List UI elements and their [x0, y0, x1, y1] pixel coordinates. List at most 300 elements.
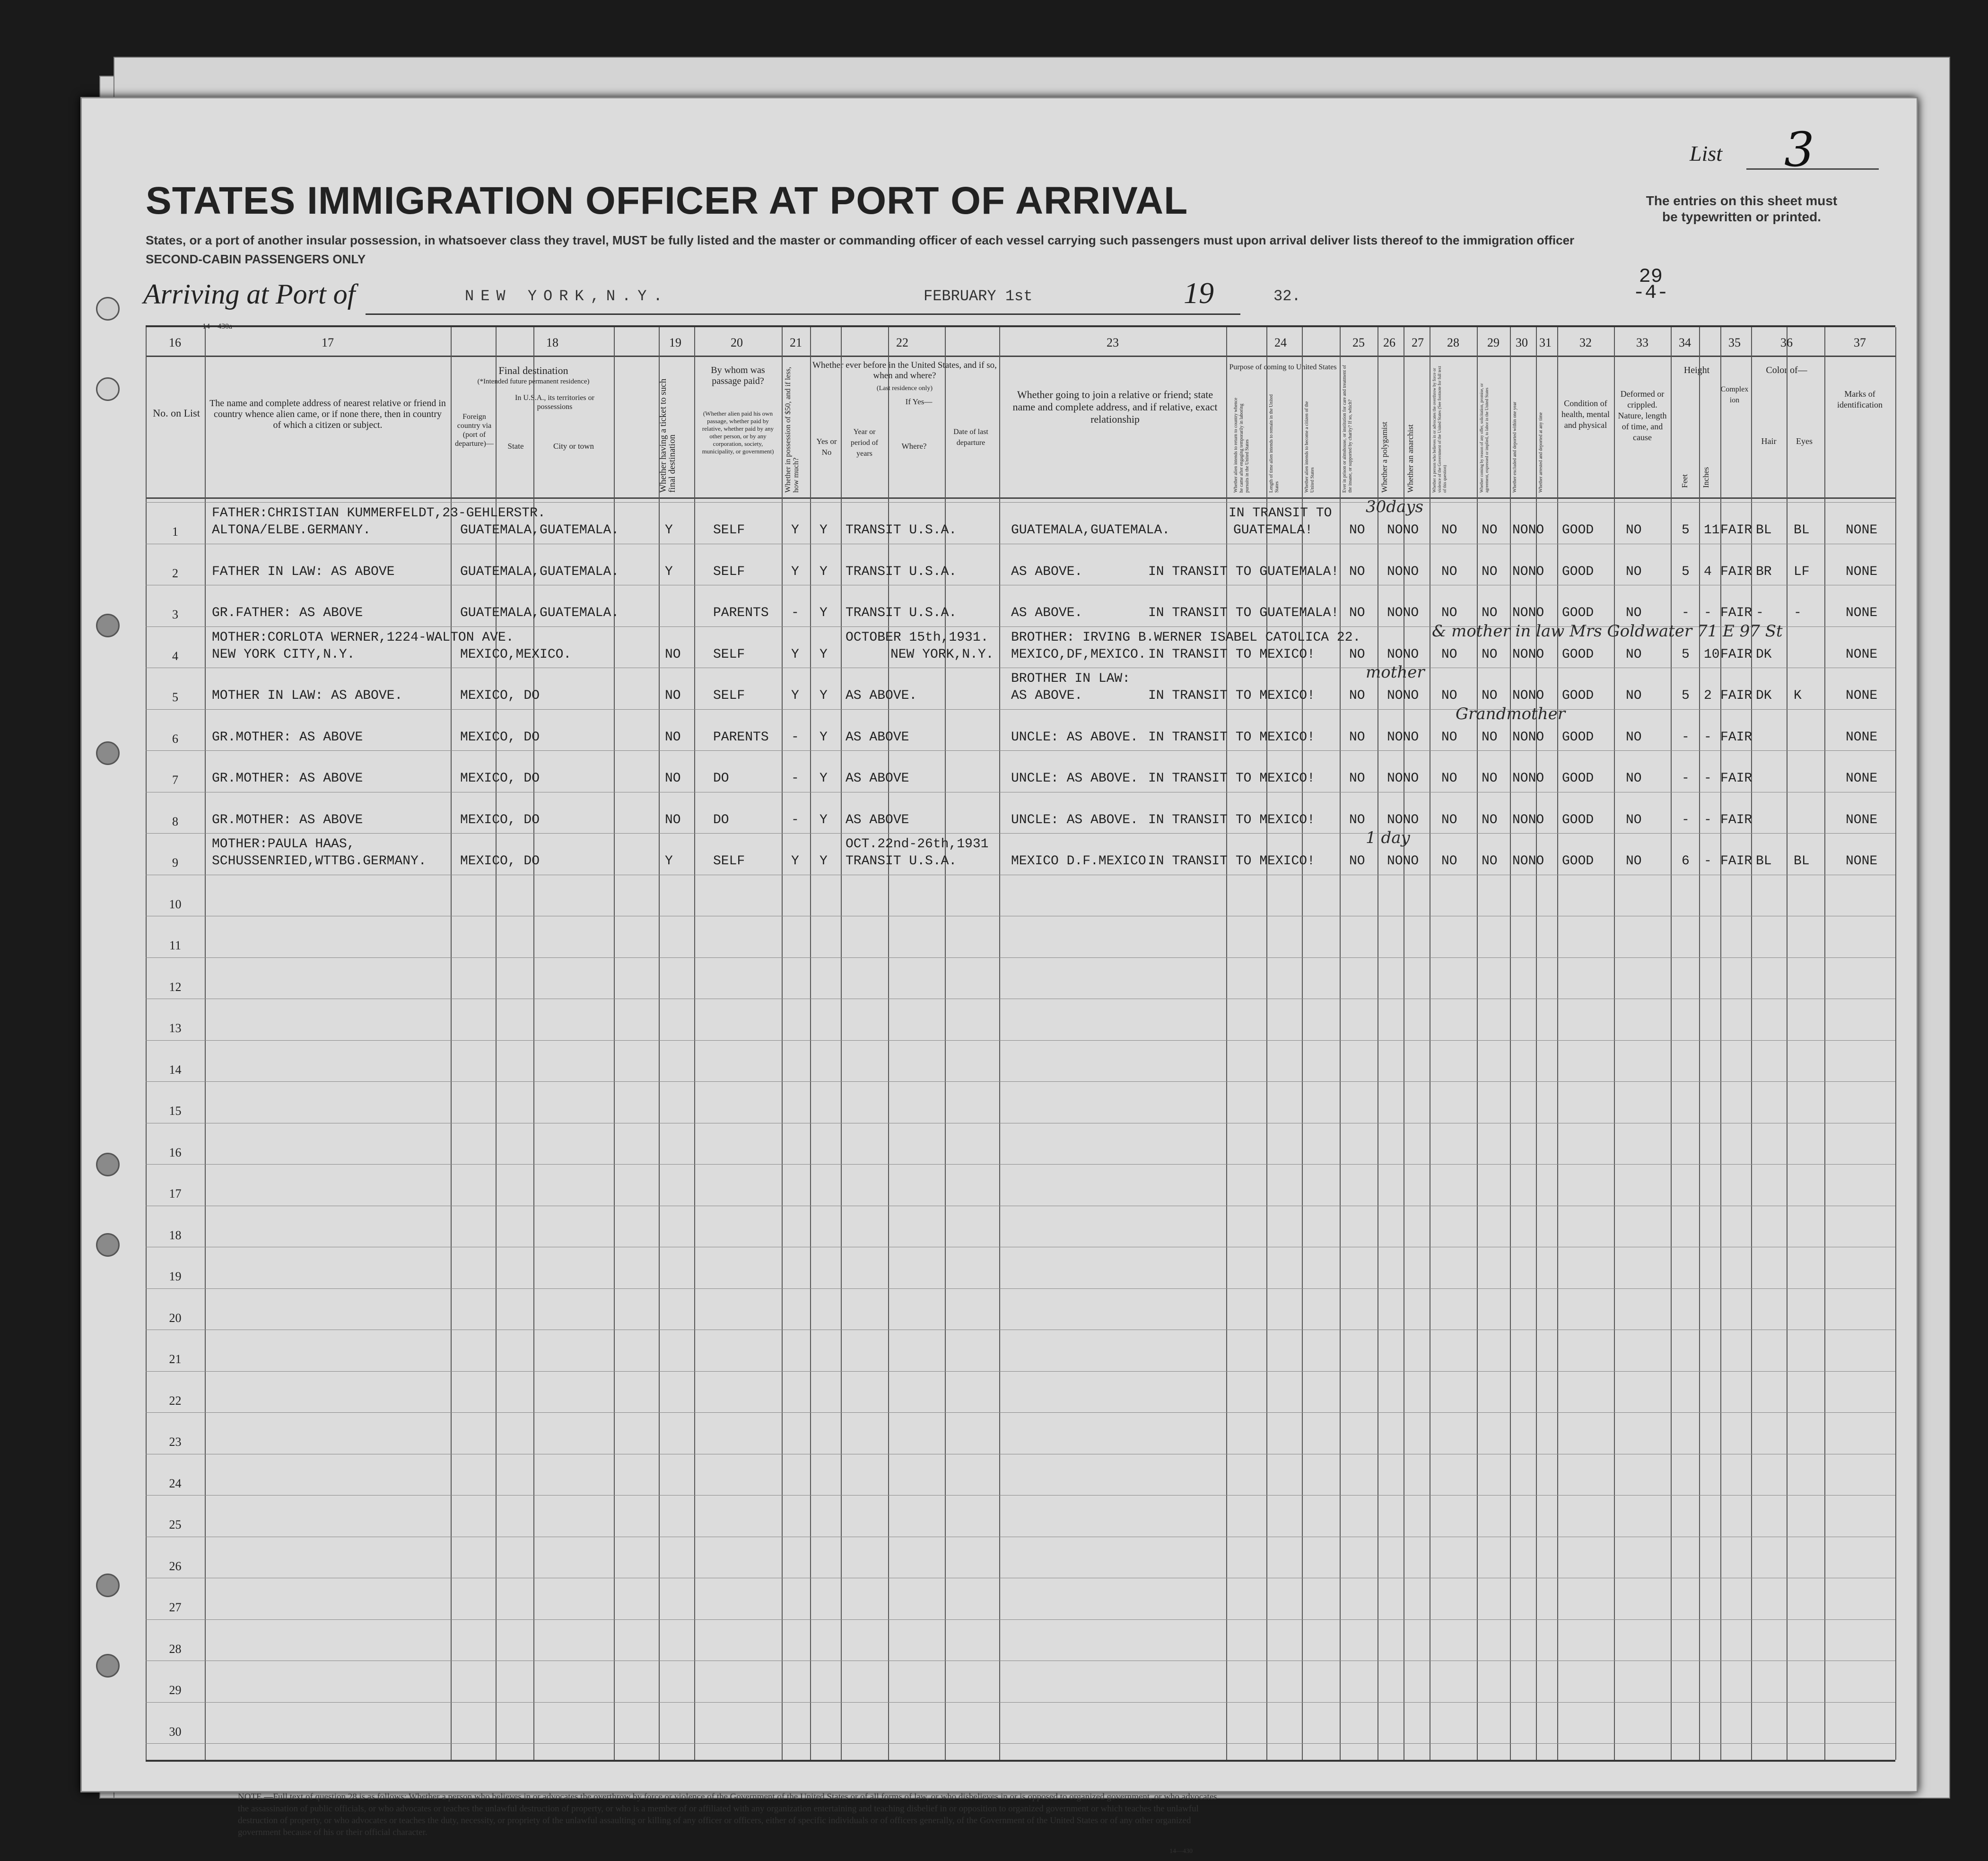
header-c27: Whether an anarchist — [1406, 424, 1415, 493]
header-c28: Whether a person who believes in or advocates the overthrow by force or violence of the Government of the United States (See footnote for full text of this question) — [1432, 366, 1447, 493]
column-rule — [1266, 327, 1267, 1760]
ticket-value: NO — [665, 812, 681, 827]
height-feet: 5 — [1682, 647, 1690, 662]
relative-address: GR.MOTHER: AS ABOVE — [212, 771, 363, 786]
column-rule — [659, 327, 660, 1760]
port-value: NEW YORK,N.Y. — [465, 287, 669, 305]
header-rule-1 — [146, 356, 1895, 357]
column-rule — [1614, 327, 1615, 1760]
header-c19: Whether having a ticket to such final destination — [658, 378, 677, 493]
prison-value: NO — [1349, 523, 1365, 538]
column-rule — [888, 327, 889, 1760]
identification-marks: NONE — [1846, 854, 1878, 869]
identification-marks: NONE — [1846, 606, 1878, 620]
health-value: GOOD — [1562, 647, 1594, 662]
row-rule — [146, 1412, 1895, 1413]
header-c16: No. on List — [153, 407, 200, 419]
header-c20: By whom was passage paid? — [711, 365, 765, 386]
joining-relative-line2: AS ABOVE. — [1011, 688, 1083, 703]
final-destination: MEXICO, DO — [460, 688, 540, 703]
hair-color: DK — [1756, 647, 1772, 662]
column-rule — [945, 327, 946, 1760]
ticket-value: Y — [665, 523, 673, 538]
column-number: 19 — [669, 336, 681, 349]
been-before-value: Y — [820, 812, 828, 827]
relative-address-line2: SCHUSSENRIED,WTTBG.GERMANY. — [212, 854, 427, 869]
row-number: 19 — [169, 1270, 182, 1283]
money-value: Y — [791, 523, 799, 538]
identification-marks: NONE — [1846, 564, 1878, 579]
been-before-value: Y — [820, 606, 828, 620]
row-number: 7 — [172, 773, 178, 787]
row-number: 29 — [169, 1683, 182, 1697]
money-value: - — [791, 771, 799, 786]
previous-period: AS ABOVE. — [846, 688, 917, 703]
column-rule — [1895, 327, 1896, 1760]
deported-value: NONO — [1512, 854, 1544, 869]
row-number: 8 — [172, 814, 178, 828]
header-c21: Whether in possession of $50, and if less, how much? — [784, 366, 800, 493]
final-destination: MEXICO, DO — [460, 854, 540, 869]
health-value: GOOD — [1562, 606, 1594, 620]
prison-value: NO — [1349, 688, 1365, 703]
height-inches: - — [1704, 771, 1712, 786]
deported-value: NONO — [1512, 812, 1544, 827]
column-number: 32 — [1579, 336, 1592, 349]
column-number: 37 — [1854, 336, 1866, 349]
page-stamp — [1633, 265, 1669, 304]
column-rule — [999, 327, 1000, 1760]
handwritten-annotation: mother — [1366, 663, 1425, 682]
header-c22-sub: (Last residence only) — [876, 385, 933, 392]
column-number: 33 — [1636, 336, 1648, 349]
row-number: 30 — [169, 1724, 182, 1739]
class-note: SECOND-CABIN PASSENGERS ONLY — [146, 252, 366, 266]
hair-color: BR — [1756, 564, 1772, 579]
punch-hole — [96, 614, 120, 637]
row-number: 21 — [169, 1352, 182, 1366]
q28-value: NO — [1441, 647, 1457, 662]
identification-marks: NONE — [1846, 730, 1878, 745]
q28-value: NO — [1441, 523, 1457, 538]
prison-value: NO — [1349, 564, 1365, 579]
column-rule — [1477, 327, 1478, 1760]
relative-address-line2: NEW YORK CITY,N.Y. — [212, 647, 355, 662]
row-number: 15 — [169, 1104, 182, 1118]
relative-address: FATHER:CHRISTIAN KUMMERFELDT,23-GEHLERSTR. — [212, 506, 546, 521]
port-underline — [366, 313, 862, 315]
joining-relative: AS ABOVE. — [1011, 564, 1083, 579]
been-before-value: Y — [820, 647, 828, 662]
height-inches: - — [1704, 854, 1712, 869]
prison-value: NO — [1349, 606, 1365, 620]
prison-value: NO — [1349, 730, 1365, 745]
form-title: STATES IMMIGRATION OFFICER AT PORT OF ARRIVAL — [146, 179, 1188, 222]
money-value: - — [791, 606, 799, 620]
column-rule — [1302, 327, 1303, 1760]
column-number: 29 — [1487, 336, 1500, 349]
q28-value: NO — [1441, 730, 1457, 745]
purpose-of-coming: IN TRANSIT TO MEXICO! — [1148, 647, 1315, 662]
purpose-of-coming: IN TRANSIT TO — [1229, 506, 1332, 521]
previous-period: OCT.22nd-26th,1931 — [846, 837, 989, 852]
punch-hole — [96, 741, 120, 765]
column-number: 17 — [322, 336, 334, 349]
previous-period-line2: TRANSIT U.S.A. — [846, 854, 957, 869]
joining-relative: UNCLE: AS ABOVE. — [1011, 771, 1138, 786]
row-number: 16 — [169, 1145, 182, 1159]
deported-value: NONO — [1512, 564, 1544, 579]
complexion-value: FAIR — [1720, 647, 1753, 662]
purpose-of-coming: IN TRANSIT TO GUATEMALA! — [1148, 606, 1339, 620]
q29-value: NO — [1482, 771, 1498, 786]
header-c37: Marks of identification — [1837, 389, 1883, 409]
list-number: 3 — [1784, 122, 1814, 177]
height-inches: 10 — [1704, 647, 1720, 662]
row-rule — [146, 833, 1895, 834]
ticket-value: Y — [665, 854, 673, 869]
health-value: GOOD — [1562, 523, 1594, 538]
eye-color: BL — [1794, 523, 1810, 538]
prison-value: NO — [1349, 771, 1365, 786]
health-value: GOOD — [1562, 688, 1594, 703]
polygamist-anarchist-value: NONO — [1387, 564, 1419, 579]
row-number: 2 — [172, 566, 178, 580]
header-c23: Whether going to join a relative or friend; state name and complete address, and if relative, exact relationship — [1012, 389, 1218, 425]
deported-value: NONO — [1512, 730, 1544, 745]
row-rule — [146, 1288, 1895, 1289]
row-number: 24 — [169, 1476, 182, 1490]
ticket-value: Y — [665, 564, 673, 579]
q29-value: NO — [1482, 730, 1498, 745]
row-rule — [146, 1495, 1895, 1496]
deformed-value: NO — [1626, 688, 1642, 703]
passage-paid-by: SELF — [713, 564, 745, 579]
identification-marks: NONE — [1846, 647, 1878, 662]
health-value: GOOD — [1562, 854, 1594, 869]
stamp-bottom: -4- — [1633, 281, 1669, 304]
punch-hole — [96, 377, 120, 401]
final-destination: GUATEMALA,GUATEMALA. — [460, 523, 619, 538]
relative-address: GR.MOTHER: AS ABOVE — [212, 730, 363, 745]
column-rule — [1671, 327, 1672, 1760]
deformed-value: NO — [1626, 606, 1642, 620]
row-rule — [146, 1702, 1895, 1703]
q29-value: NO — [1482, 606, 1498, 620]
ticket-value: NO — [665, 771, 681, 786]
passage-paid-by: DO — [713, 771, 729, 786]
column-rule — [1699, 327, 1700, 1760]
form-instructions: States, or a port of another insular possession, in whatsoever class they travel, MUST be fully listed and the master or commanding officer of each vessel carrying such passengers must upon arrival deliver lists thereof to the immigration officer — [146, 233, 1575, 247]
column-rule — [1557, 327, 1558, 1760]
header-c18-sub: (*Intended future permanent residence) — [477, 378, 590, 385]
header-c18b: State — [507, 442, 524, 451]
height-feet: - — [1682, 812, 1690, 827]
form-number-top: 14—430a — [202, 322, 233, 330]
punch-hole — [96, 1574, 120, 1597]
header-c29: Whether coming by reason of any offer, solicitation, promise, or agreement, expressed or implied, to labor in the United States — [1479, 383, 1489, 493]
header-c24: Purpose of coming to United States — [1229, 363, 1337, 371]
polygamist-anarchist-value: NONO — [1387, 771, 1419, 786]
row-number: 6 — [172, 731, 178, 746]
final-destination: MEXICO,MEXICO. — [460, 647, 572, 662]
header-c22a: Yes or No — [816, 437, 837, 457]
q29-value: NO — [1482, 854, 1498, 869]
header-c36a: Hair — [1761, 436, 1777, 446]
row-number: 20 — [169, 1311, 182, 1325]
joining-relative: UNCLE: AS ABOVE. — [1011, 730, 1138, 745]
health-value: GOOD — [1562, 812, 1594, 827]
complexion-value: FAIR — [1720, 730, 1753, 745]
height-inches: 4 — [1704, 564, 1712, 579]
punch-hole — [96, 1654, 120, 1678]
q28-value: NO — [1441, 812, 1457, 827]
polygamist-anarchist-value: NONO — [1387, 688, 1419, 703]
ticket-value: NO — [665, 688, 681, 703]
hair-color: - — [1756, 606, 1764, 620]
header-c36b: Eyes — [1796, 436, 1813, 446]
header-c22-ifyes: If Yes— — [905, 397, 933, 406]
polygamist-anarchist-value: NONO — [1387, 523, 1419, 538]
final-destination: MEXICO, DO — [460, 812, 540, 827]
q29-value: NO — [1482, 647, 1498, 662]
joining-relative: AS ABOVE. — [1011, 606, 1083, 620]
relative-address: MOTHER IN LAW: AS ABOVE. — [212, 688, 403, 703]
column-rule — [782, 327, 783, 1760]
deformed-value: NO — [1626, 771, 1642, 786]
previous-where: NEW YORK,N.Y. — [890, 647, 994, 662]
relative-address: FATHER IN LAW: AS ABOVE — [212, 564, 395, 579]
ticket-value: NO — [665, 647, 681, 662]
row-number: 4 — [172, 649, 178, 663]
passage-paid-by: SELF — [713, 688, 745, 703]
manifest-sheet — [80, 97, 1918, 1855]
eye-color: BL — [1794, 854, 1810, 869]
purpose-of-coming: IN TRANSIT TO MEXICO! — [1148, 771, 1315, 786]
deformed-value: NO — [1626, 854, 1642, 869]
health-value: GOOD — [1562, 730, 1594, 745]
been-before-value: Y — [820, 854, 828, 869]
column-rule — [1824, 327, 1825, 1760]
row-rule — [146, 1743, 1895, 1744]
header-c18: Final destination — [498, 365, 568, 376]
hair-color: BL — [1756, 523, 1772, 538]
column-number: 25 — [1352, 336, 1365, 349]
list-underline — [1746, 168, 1879, 170]
row-number: 12 — [169, 980, 182, 994]
passage-paid-by: PARENTS — [713, 606, 769, 620]
money-value: Y — [791, 564, 799, 579]
deported-value: NONO — [1512, 606, 1544, 620]
header-c30: Whether excluded and deported within one year — [1512, 401, 1517, 493]
deformed-value: NO — [1626, 812, 1642, 827]
joining-relative: UNCLE: AS ABOVE. — [1011, 812, 1138, 827]
column-number: 30 — [1516, 336, 1528, 349]
date-underline — [862, 313, 1240, 315]
been-before-value: Y — [820, 730, 828, 745]
row-number: 23 — [169, 1435, 182, 1449]
header-c24c: Whether alien intends to become a citizen of the United States — [1304, 401, 1315, 493]
health-value: GOOD — [1562, 564, 1594, 579]
column-rule — [1720, 327, 1721, 1760]
previous-period: TRANSIT U.S.A. — [846, 564, 957, 579]
row-number: 22 — [169, 1393, 182, 1408]
complexion-value: FAIR — [1720, 523, 1753, 538]
column-rule — [146, 327, 147, 1760]
previous-period: TRANSIT U.S.A. — [846, 523, 957, 538]
purpose-of-coming: IN TRANSIT TO MEXICO! — [1148, 854, 1315, 869]
row-number: 11 — [169, 939, 182, 952]
column-number: 26 — [1383, 336, 1395, 349]
column-number: 24 — [1274, 336, 1287, 349]
column-number: 31 — [1539, 336, 1552, 349]
year-prefix: 19 — [1184, 276, 1214, 310]
row-number: 25 — [169, 1518, 182, 1531]
final-destination: GUATEMALA,GUATEMALA. — [460, 606, 619, 620]
punch-hole — [96, 1153, 120, 1176]
polygamist-anarchist-value: NONO — [1387, 730, 1419, 745]
identification-marks: NONE — [1846, 688, 1878, 703]
header-rule-2 — [146, 497, 1895, 499]
q28-value: NO — [1441, 688, 1457, 703]
final-destination: GUATEMALA,GUATEMALA. — [460, 564, 619, 579]
complexion-value: FAIR — [1720, 771, 1753, 786]
purpose-line2: GUATEMALA! — [1233, 523, 1313, 538]
relative-address: GR.FATHER: AS ABOVE — [212, 606, 363, 620]
q29-value: NO — [1482, 688, 1498, 703]
header-c22d: Date of last departure — [953, 428, 988, 447]
money-value: - — [791, 730, 799, 745]
punch-hole — [96, 297, 120, 321]
complexion-value: FAIR — [1720, 606, 1753, 620]
money-value: Y — [791, 647, 799, 662]
punch-hole — [96, 1233, 120, 1257]
row-number: 14 — [169, 1062, 182, 1077]
row-rule — [146, 709, 1895, 710]
q28-value: NO — [1441, 771, 1457, 786]
height-feet: - — [1682, 606, 1690, 620]
polygamist-anarchist-value: NONO — [1387, 812, 1419, 827]
deported-value: NONO — [1512, 523, 1544, 538]
row-number: 10 — [169, 897, 182, 911]
row-number: 3 — [172, 608, 178, 621]
header-c18a: Foreign country via (port of departure)— — [455, 413, 494, 448]
column-number: 21 — [790, 336, 802, 349]
q28-value: NO — [1441, 564, 1457, 579]
height-inches: - — [1704, 812, 1712, 827]
header-c31: Whether arrested and deported at any time — [1538, 412, 1543, 493]
header-c17: The name and complete address of nearest relative or friend in country whence alien came, or if none there, then in country of which a citizen or subject. — [209, 398, 446, 430]
deformed-value: NO — [1626, 523, 1642, 538]
row-rule — [146, 1619, 1895, 1620]
footnote: NOTE.—Full text of question 28 is as follows: Whether a person who believes in or advocates the overthrow by force or violence of the Government of the United States or of all forms of law, or who disbelieves in or is opposed to organized government, or who advocates the assassination of public officials, or who advocates or teaches the unlawful destruction of property, or who is a member of or affiliated with any organization entertaining and teaching disbelief in or opposition to organized government or which teaches the unlawful destruction of property, or who advocates or teaches the duty, necessity, or propriety of the unlawful assaulting or killing of any officer or officers, either of specific individuals or of officers generally, of the Government of the United States or of any other organized government because of his or their official character. — [238, 1792, 1217, 1837]
q29-value: NO — [1482, 812, 1498, 827]
row-rule — [146, 1081, 1895, 1082]
header-c32: Condition of health, mental and physical — [1561, 399, 1610, 430]
column-rule — [1536, 327, 1537, 1760]
row-number: 18 — [169, 1228, 182, 1242]
header-c18-group: In U.S.A., its territories or possessions — [515, 394, 594, 411]
header-c18c: City or town — [553, 442, 594, 451]
purpose-of-coming: IN TRANSIT TO MEXICO! — [1148, 688, 1315, 703]
date-value: FEBRUARY 1st — [924, 287, 1033, 305]
purpose-of-coming: IN TRANSIT TO GUATEMALA! — [1148, 564, 1339, 579]
joining-relative: BROTHER IN LAW: — [1011, 671, 1131, 686]
year-typed: 32. — [1273, 287, 1301, 305]
q29-value: NO — [1482, 523, 1498, 538]
header-c36: Color of— — [1766, 365, 1807, 375]
deported-value: NONO — [1512, 647, 1544, 662]
been-before-value: Y — [820, 523, 828, 538]
column-rule — [1226, 327, 1227, 1760]
deformed-value: NO — [1626, 564, 1642, 579]
q29-value: NO — [1482, 564, 1498, 579]
manifest-table — [146, 322, 1895, 1762]
header-c24a: Whether alien intends to return to country whence he came after engaging temporarily in laboring pursuits in the United States — [1233, 398, 1250, 493]
row-number: 28 — [169, 1642, 182, 1656]
column-rule — [810, 327, 811, 1760]
money-value: Y — [791, 854, 799, 869]
previous-period: AS ABOVE — [846, 771, 909, 786]
column-number: 36 — [1780, 336, 1793, 349]
height-feet: - — [1682, 730, 1690, 745]
handwritten-annotation: 1 day — [1366, 828, 1410, 847]
handwritten-annotation: 30days — [1366, 497, 1423, 516]
been-before-value: Y — [820, 688, 828, 703]
joining-relative-line2: MEXICO,DF,MEXICO. — [1011, 647, 1146, 662]
header-c34b: Inches — [1701, 467, 1710, 488]
header-c34a: Feet — [1680, 474, 1689, 488]
height-feet: 5 — [1682, 564, 1690, 579]
height-feet: 5 — [1682, 523, 1690, 538]
joining-relative: GUATEMALA,GUATEMALA. — [1011, 523, 1170, 538]
health-value: GOOD — [1562, 771, 1594, 786]
passage-paid-by: SELF — [713, 523, 745, 538]
height-feet: 5 — [1682, 688, 1690, 703]
previous-period: AS ABOVE — [846, 812, 909, 827]
entries-note: The entries on this sheet must be typewritten or printed. — [1646, 193, 1838, 224]
purpose-of-coming: IN TRANSIT TO MEXICO! — [1148, 730, 1315, 745]
q28-value: NO — [1441, 606, 1457, 620]
relative-address: MOTHER:PAULA HAAS, — [212, 837, 355, 852]
eye-color: LF — [1794, 564, 1810, 579]
row-rule — [146, 1040, 1895, 1041]
row-rule — [146, 502, 1895, 503]
polygamist-anarchist-value: NONO — [1387, 606, 1419, 620]
polygamist-anarchist-value: NONO — [1387, 647, 1419, 662]
identification-marks: NONE — [1846, 812, 1878, 827]
relative-address: GR.MOTHER: AS ABOVE — [212, 812, 363, 827]
hair-color: DK — [1756, 688, 1772, 703]
header-c35: Complexion — [1720, 385, 1749, 404]
column-rule — [451, 327, 452, 1760]
form-number: 14—430 — [1169, 1848, 1193, 1855]
row-number: 1 — [172, 525, 178, 539]
been-before-value: Y — [820, 771, 828, 786]
hair-color: BL — [1756, 854, 1772, 869]
column-rule — [841, 327, 842, 1760]
prison-value: NO — [1349, 854, 1365, 869]
column-number: 16 — [169, 336, 181, 349]
column-rule — [205, 327, 206, 1760]
complexion-value: FAIR — [1720, 688, 1753, 703]
column-number: 23 — [1107, 336, 1119, 349]
handwritten-annotation: Grandmother — [1456, 704, 1565, 723]
handwritten-annotation: & mother in law Mrs Goldwater 71 E 97 St — [1432, 621, 1783, 641]
final-destination: MEXICO, DO — [460, 771, 540, 786]
q28-value: NO — [1441, 854, 1457, 869]
row-number: 27 — [169, 1600, 182, 1614]
